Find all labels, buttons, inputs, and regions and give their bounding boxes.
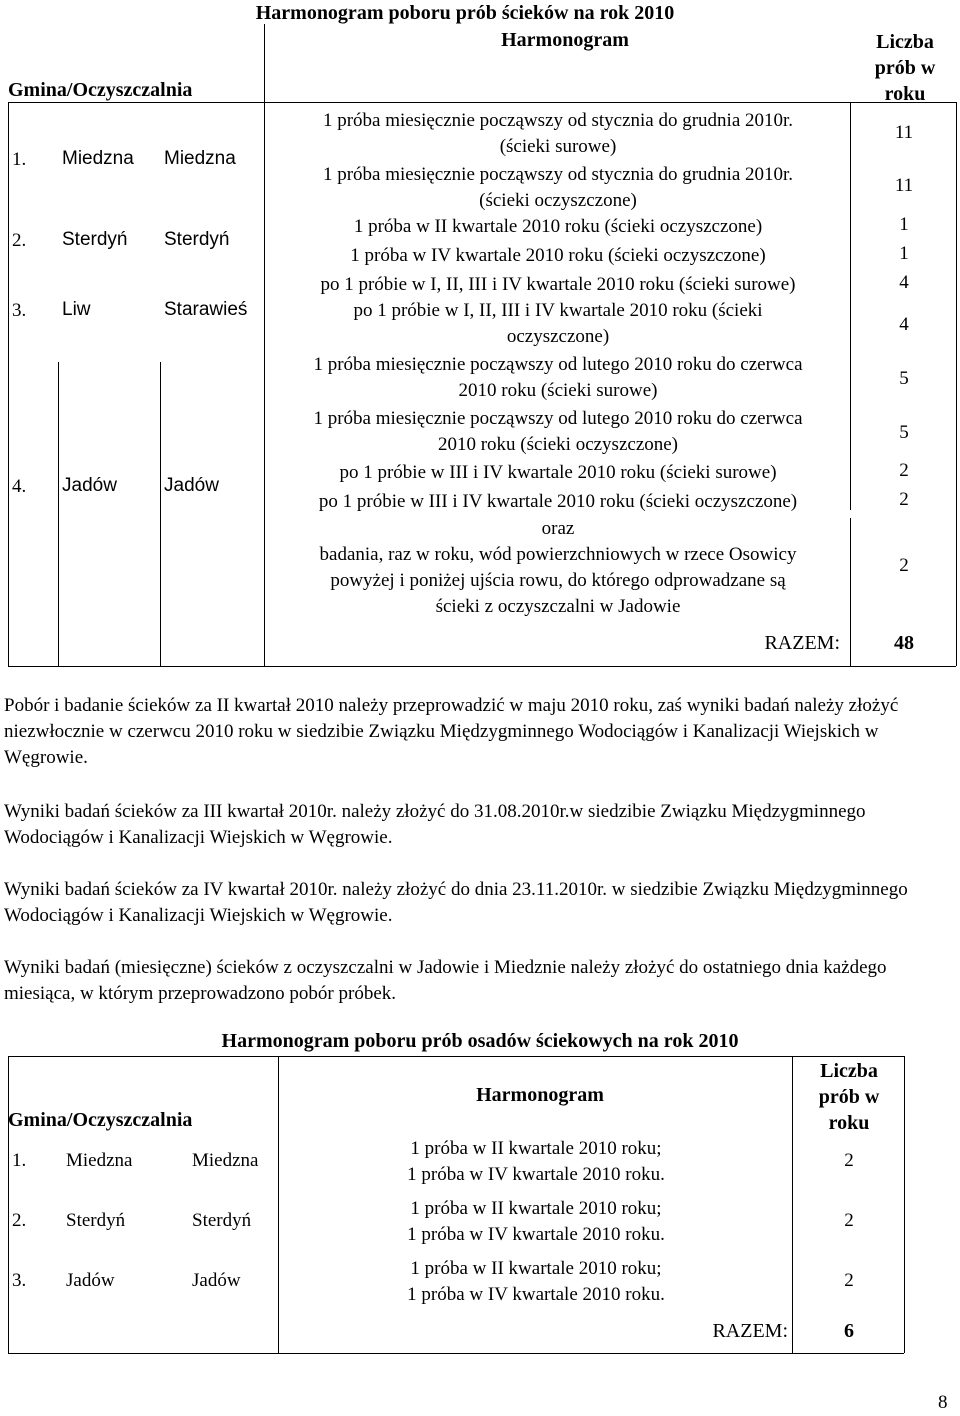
note-paragraph: Wyniki badań ścieków za IV kwartał 2010r. należy złożyć do dnia 23.11.2010r. w siedzibie Związku Międzygminnego Wodociągów i Kanalizacji Wiejskich w Węgrowie. (4, 879, 908, 926)
table1-total-label: RAZEM: (764, 632, 840, 654)
table1-count: 1 (899, 214, 909, 235)
table1-col-harmonogram: Harmonogram (501, 29, 629, 51)
note-paragraph: Wyniki badań ścieków za III kwartał 2010r. należy złożyć do 31.08.2010r.w siedzibie Związku Międzygminnego Wodociągów i Kanalizacji Wiejskich w Węgrowie. (4, 801, 866, 848)
table2-row1-gmina: Miedzna (66, 1150, 133, 1171)
table2-count: 2 (844, 1210, 854, 1231)
table1-col-liczba: Liczba prób w roku (874, 31, 936, 105)
page-number: 8 (938, 1392, 948, 1413)
table1-entry: 1 próba miesięcznie począwszy od lutego 2010 roku do czerwca 2010 roku (ścieki oczyszczone) (313, 408, 803, 455)
note-paragraph: Wyniki badań (miesięczne) ścieków z oczyszczalni w Jadowie i Miedznie należy złożyć do ostatniego dnia każdego miesiąca, w którym przeprowadzono pobór próbek. (4, 957, 887, 1004)
table1-count: 4 (899, 314, 909, 335)
table1-row4-gmina: Jadów (62, 475, 117, 496)
table1-count: 5 (899, 368, 909, 389)
table1-entry: 1 próba w II kwartale 2010 roku (ścieki oczyszczone) (353, 216, 763, 237)
table1-entry: 1 próba miesięcznie począwszy od lutego 2010 roku do czerwca 2010 roku (ścieki surowe) (313, 354, 803, 401)
table1-row4-oczyszczalnia: Jadów (164, 475, 219, 496)
table2-entry: 1 próba w II kwartale 2010 roku; 1 próba w IV kwartale 2010 roku. (407, 1198, 665, 1245)
table1-row4-num: 4. (12, 476, 27, 497)
table1-row2-gmina: Sterdyń (62, 229, 128, 250)
table2-row2-gmina: Sterdyń (66, 1210, 126, 1231)
table2-total-value: 6 (844, 1320, 854, 1342)
table1-entry: po 1 próbie w I, II, III i IV kwartale 2010 roku (ścieki surowe) (320, 274, 796, 295)
table2-entry: 1 próba w II kwartale 2010 roku; 1 próba w IV kwartale 2010 roku. (407, 1258, 665, 1305)
table1-entry: oraz badania, raz w roku, wód powierzchniowych w rzece Osowicy powyżej i poniżej ujścia rowu, do którego odprowadzane są ścieki z oczyszczalni w Jadowie (319, 518, 797, 617)
table1-entry: po 1 próbie w III i IV kwartale 2010 roku (ścieki surowe) (339, 462, 777, 483)
table2-row1-num: 1. (12, 1150, 27, 1171)
table1-row2-num: 2. (12, 230, 27, 251)
table2-count: 2 (844, 1270, 854, 1291)
table1-row1-gmina: Miedzna (62, 148, 134, 169)
table1-row1-num: 1. (12, 149, 27, 170)
table2-total-label: RAZEM: (712, 1320, 788, 1342)
table1-count: 11 (894, 122, 914, 143)
table1-row3-gmina: Liw (62, 299, 91, 320)
table1-entry: po 1 próbie w I, II, III i IV kwartale 2010 roku (ścieki oczyszczone) (353, 300, 763, 347)
table1-row3-oczyszczalnia: Starawieś (164, 299, 248, 320)
table1-count: 5 (899, 422, 909, 443)
table2-row2-oczyszczalnia: Sterdyń (192, 1210, 252, 1231)
table1-row3-num: 3. (12, 300, 27, 321)
table1-count: 2 (899, 460, 909, 481)
table1-row1-oczyszczalnia: Miedzna (164, 148, 236, 169)
table2-row1-oczyszczalnia: Miedzna (192, 1150, 259, 1171)
table2-col-liczba: Liczba prób w roku (818, 1060, 880, 1134)
table2-entry: 1 próba w II kwartale 2010 roku; 1 próba w IV kwartale 2010 roku. (407, 1138, 665, 1185)
table2-row2-num: 2. (12, 1210, 27, 1231)
table2-count: 2 (844, 1150, 854, 1171)
table2-row3-oczyszczalnia: Jadów (192, 1270, 241, 1291)
table1-entry: 1 próba miesięcznie począwszy od stycznia do grudnia 2010r. (ścieki oczyszczone) (322, 164, 794, 211)
table1-count: 2 (899, 555, 909, 576)
table1-entry: 1 próba miesięcznie począwszy od stycznia do grudnia 2010r. (ścieki surowe) (322, 110, 794, 157)
table1-count: 4 (899, 272, 909, 293)
table1-title: Harmonogram poboru prób ścieków na rok 2010 (255, 2, 675, 24)
table2-col-gmina: Gmina/Oczyszczalnia (8, 1109, 193, 1131)
note-paragraph: Pobór i badanie ścieków za II kwartał 2010 należy przeprowadzić w maju 2010 roku, zaś wyniki badań należy złożyć niezwłocznie w czerwcu 2010 roku w siedzibie Związku Międzygminnego Wodociągów i Kanalizacji Wiejskich w Węgrowie. (4, 695, 899, 768)
table2-row3-gmina: Jadów (66, 1270, 115, 1291)
table1-count: 1 (899, 243, 909, 264)
table2-row3-num: 3. (12, 1270, 27, 1291)
table1-col-gmina: Gmina/Oczyszczalnia (8, 79, 193, 101)
table1-row2-oczyszczalnia: Sterdyń (164, 229, 230, 250)
table1-count: 11 (894, 175, 914, 196)
table1-entry: po 1 próbie w III i IV kwartale 2010 roku (ścieki oczyszczone) (318, 491, 798, 512)
table1-entry: 1 próba w IV kwartale 2010 roku (ścieki oczyszczone) (350, 245, 766, 266)
table2-title: Harmonogram poboru prób osadów ściekowych na rok 2010 (221, 1030, 739, 1052)
table1-count: 2 (899, 489, 909, 510)
table1-total-value: 48 (894, 632, 914, 654)
table2-col-harmonogram: Harmonogram (476, 1084, 604, 1106)
